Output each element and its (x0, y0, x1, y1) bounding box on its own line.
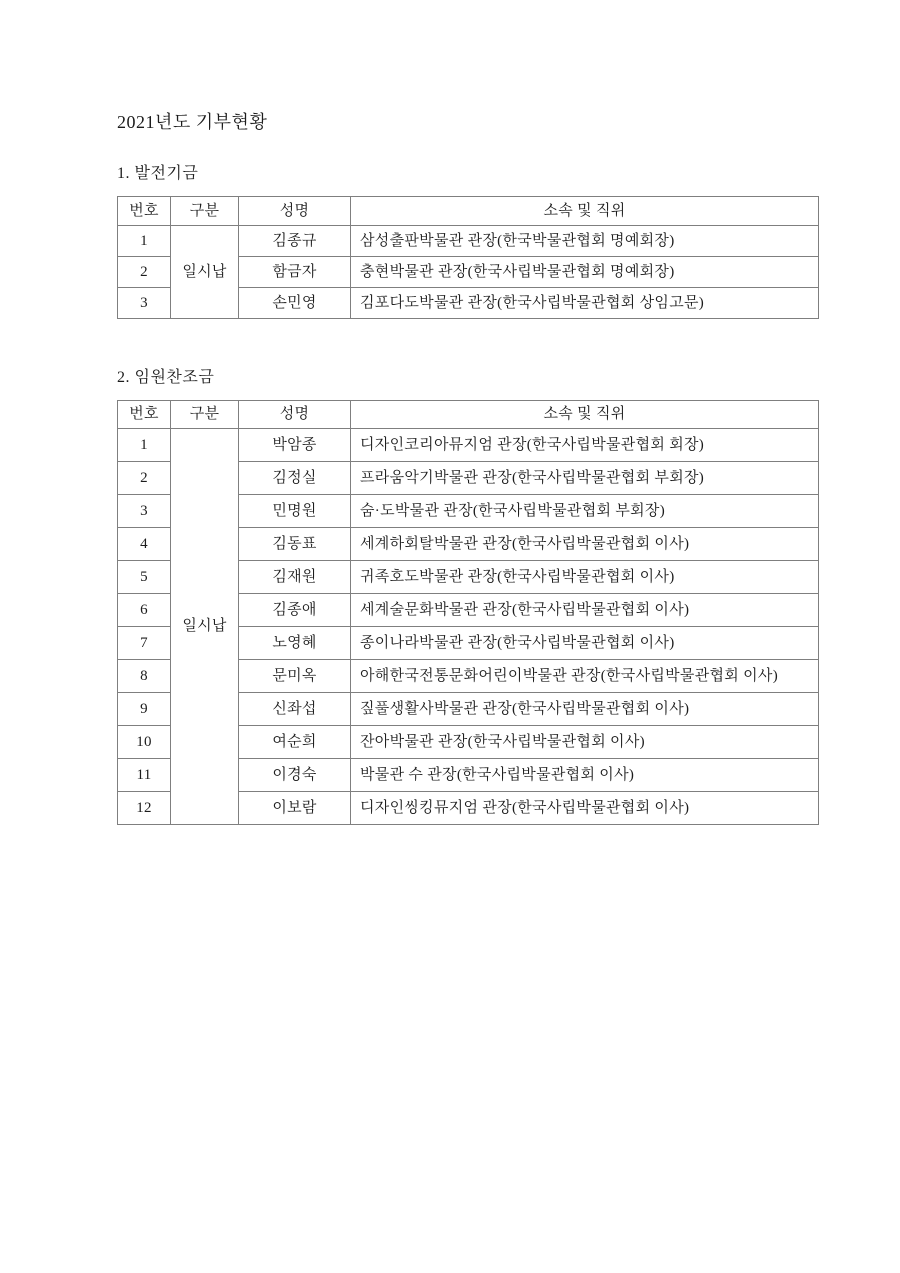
cell-name: 손민영 (239, 288, 351, 319)
cell-affiliation: 귀족호도박물관 관장(한국사립박물관협회 이사) (351, 561, 819, 594)
header-affiliation: 소속 및 직위 (351, 401, 819, 429)
header-name: 성명 (239, 197, 351, 226)
cell-no: 10 (118, 726, 171, 759)
cell-affiliation: 디자인씽킹뮤지엄 관장(한국사립박물관협회 이사) (351, 792, 819, 825)
cell-affiliation: 세계술문화박물관 관장(한국사립박물관협회 이사) (351, 594, 819, 627)
table-header-row (118, 401, 819, 429)
cell-affiliation: 세계하회탈박물관 관장(한국사립박물관협회 이사) (351, 528, 819, 561)
development-fund-table (117, 196, 819, 319)
cell-affiliation: 프라움악기박물관 관장(한국사립박물관협회 부회장) (351, 462, 819, 495)
header-no: 번호 (118, 401, 171, 429)
cell-name: 노영혜 (239, 627, 351, 660)
cell-name: 이보람 (239, 792, 351, 825)
cell-affiliation: 아해한국전통문화어린이박물관 관장(한국사립박물관협회 이사) (351, 660, 819, 693)
cell-no: 8 (118, 660, 171, 693)
section-heading-executive-donation: 2. 임원찬조금 (117, 369, 215, 386)
cell-name: 신좌섭 (239, 693, 351, 726)
cell-no: 5 (118, 561, 171, 594)
cell-name: 민명원 (239, 495, 351, 528)
header-no: 번호 (118, 197, 171, 226)
cell-no: 4 (118, 528, 171, 561)
cell-no: 6 (118, 594, 171, 627)
cell-name: 함금자 (239, 257, 351, 288)
cell-name: 김종애 (239, 594, 351, 627)
cell-no: 9 (118, 693, 171, 726)
table-row (118, 226, 819, 257)
cell-category-merged: 일시납 (171, 429, 239, 825)
cell-category-merged: 일시납 (171, 226, 239, 319)
document-page (117, 110, 818, 825)
cell-affiliation: 잔아박물관 관장(한국사립박물관협회 이사) (351, 726, 819, 759)
cell-no: 1 (118, 226, 171, 257)
executive-donation-table (117, 400, 819, 825)
header-affiliation: 소속 및 직위 (351, 197, 819, 226)
cell-name: 김종규 (239, 226, 351, 257)
cell-name: 김동표 (239, 528, 351, 561)
cell-affiliation: 충현박물관 관장(한국사립박물관협회 명예회장) (351, 257, 819, 288)
cell-affiliation: 박물관 수 관장(한국사립박물관협회 이사) (351, 759, 819, 792)
cell-no: 2 (118, 257, 171, 288)
header-category: 구분 (171, 401, 239, 429)
cell-no: 3 (118, 288, 171, 319)
cell-name: 김재원 (239, 561, 351, 594)
table-row (118, 429, 819, 462)
cell-no: 12 (118, 792, 171, 825)
section-heading-development-fund: 1. 발전기금 (117, 165, 199, 182)
cell-no: 2 (118, 462, 171, 495)
header-name: 성명 (239, 401, 351, 429)
cell-affiliation: 삼성출판박물관 관장(한국박물관협회 명예회장) (351, 226, 819, 257)
cell-affiliation: 종이나라박물관 관장(한국사립박물관협회 이사) (351, 627, 819, 660)
cell-affiliation: 짚풀생활사박물관 관장(한국사립박물관협회 이사) (351, 693, 819, 726)
cell-no: 7 (118, 627, 171, 660)
cell-affiliation: 김포다도박물관 관장(한국사립박물관협회 상임고문) (351, 288, 819, 319)
cell-name: 박암종 (239, 429, 351, 462)
cell-affiliation: 숨·도박물관 관장(한국사립박물관협회 부회장) (351, 495, 819, 528)
cell-affiliation: 디자인코리아뮤지엄 관장(한국사립박물관협회 회장) (351, 429, 819, 462)
table-header-row (118, 197, 819, 226)
cell-name: 문미옥 (239, 660, 351, 693)
cell-no: 1 (118, 429, 171, 462)
cell-name: 이경숙 (239, 759, 351, 792)
page-title: 2021년도 기부현황 (117, 112, 268, 132)
cell-name: 김정실 (239, 462, 351, 495)
cell-name: 여순희 (239, 726, 351, 759)
cell-no: 3 (118, 495, 171, 528)
cell-no: 11 (118, 759, 171, 792)
header-category: 구분 (171, 197, 239, 226)
